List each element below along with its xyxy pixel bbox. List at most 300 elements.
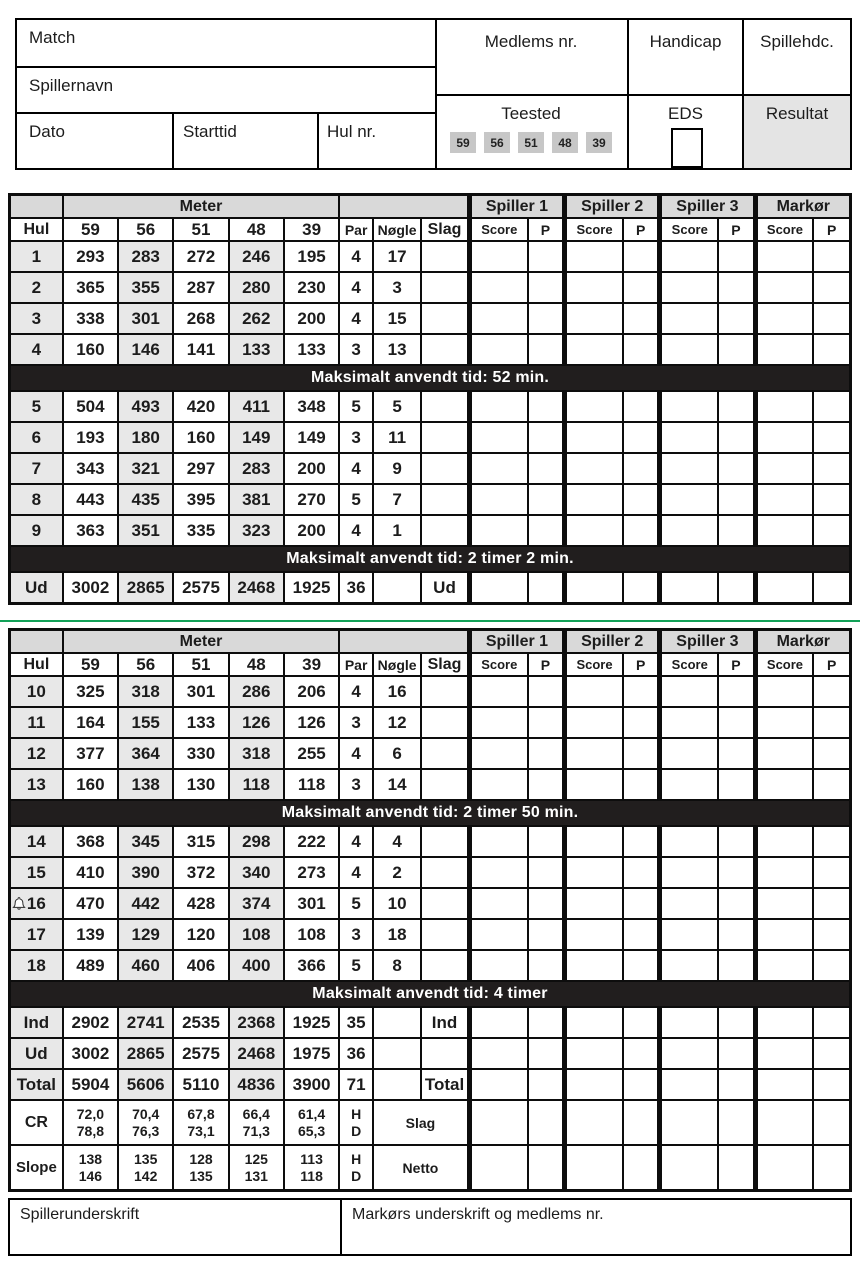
rating-score-label: Slag <box>373 1100 469 1145</box>
meter-total: 1925 <box>284 1007 339 1038</box>
hole-row <box>10 919 851 950</box>
meter-value: 442 <box>118 888 173 919</box>
hole-row <box>10 484 851 515</box>
meter-value: 372 <box>173 857 228 888</box>
tee-col-56: 56 <box>118 218 173 241</box>
player-signature-label: Spillerunderskrift <box>10 1200 342 1254</box>
key-value: 10 <box>373 888 421 919</box>
score-cell <box>469 1145 527 1191</box>
key-value: 3 <box>373 272 421 303</box>
points-cell <box>813 422 850 453</box>
slag-cell <box>421 888 469 919</box>
meter-value: 273 <box>284 857 339 888</box>
player3-header: Spiller 3 <box>660 630 755 654</box>
points-cell <box>718 515 755 546</box>
points-cell <box>718 950 755 981</box>
points-cell <box>528 769 565 800</box>
points-cell <box>528 1145 565 1191</box>
rating-label: Slope <box>10 1145 63 1191</box>
rating-value: 128 135 <box>173 1145 228 1191</box>
points-cell <box>718 1145 755 1191</box>
tee-col-48: 48 <box>229 218 284 241</box>
meter-value: 108 <box>229 919 284 950</box>
score-col-header: Score <box>755 653 813 676</box>
hole-number: 17 <box>10 919 63 950</box>
points-cell <box>813 1100 850 1145</box>
meter-value: 146 <box>118 334 173 365</box>
meter-value: 395 <box>173 484 228 515</box>
hole-number: 10 <box>10 676 63 707</box>
score-cell <box>565 422 623 453</box>
slag-cell <box>421 919 469 950</box>
meter-total: 2575 <box>173 572 228 604</box>
score-cell <box>660 453 718 484</box>
meter-value: 365 <box>63 272 118 303</box>
key-value: 15 <box>373 303 421 334</box>
score-cell <box>755 391 813 422</box>
score-cell <box>469 272 527 303</box>
rating-value: 70,4 76,3 <box>118 1100 173 1145</box>
score-cell <box>469 1007 527 1038</box>
score-cell <box>565 453 623 484</box>
rating-value: 67,8 73,1 <box>173 1100 228 1145</box>
points-cell <box>813 950 850 981</box>
meter-value: 195 <box>284 241 339 272</box>
meter-value: 301 <box>284 888 339 919</box>
meter-value: 206 <box>284 676 339 707</box>
max-time-text: Maksimalt anvendt tid: 2 timer 50 min. <box>10 800 851 826</box>
marker-header: Markør <box>755 630 850 654</box>
score-cell <box>469 707 527 738</box>
eds-checkbox <box>671 128 703 168</box>
score-cell <box>469 1069 527 1100</box>
score-cell <box>660 241 718 272</box>
points-cell <box>718 303 755 334</box>
par-value: 3 <box>339 919 373 950</box>
score-col-header: Score <box>565 218 623 241</box>
key-value: 12 <box>373 707 421 738</box>
meter-value: 160 <box>173 422 228 453</box>
key-value: 5 <box>373 391 421 422</box>
bell-icon-wrap <box>12 896 26 916</box>
hole-number: 13 <box>10 769 63 800</box>
score-col-header: Score <box>755 218 813 241</box>
meter-value: 363 <box>63 515 118 546</box>
key-value: 8 <box>373 950 421 981</box>
points-cell <box>623 241 660 272</box>
meter-total: 1975 <box>284 1038 339 1069</box>
meter-value: 160 <box>63 769 118 800</box>
max-time-bar <box>10 546 851 572</box>
hole-row <box>10 676 851 707</box>
score-cell <box>660 515 718 546</box>
points-cell <box>623 857 660 888</box>
slag-col-header: Slag <box>421 653 469 676</box>
player-name-label: Spillernavn <box>29 76 114 95</box>
slag-cell <box>421 484 469 515</box>
points-cell <box>623 1145 660 1191</box>
meter-value: 338 <box>63 303 118 334</box>
rating-label: CR <box>10 1100 63 1145</box>
key-value: 2 <box>373 857 421 888</box>
score-col-header: Score <box>469 218 527 241</box>
score-cell <box>660 1007 718 1038</box>
score-cell <box>469 422 527 453</box>
p-col-header: P <box>813 218 850 241</box>
score-cell <box>755 888 813 919</box>
spacer-header <box>339 630 469 654</box>
score-cell <box>755 484 813 515</box>
points-cell <box>528 888 565 919</box>
hole-number: 14 <box>10 826 63 857</box>
hole-row <box>10 422 851 453</box>
meter-value: 268 <box>173 303 228 334</box>
points-cell <box>718 888 755 919</box>
hole-row <box>10 303 851 334</box>
score-cell <box>565 1007 623 1038</box>
points-cell <box>813 241 850 272</box>
points-cell <box>813 857 850 888</box>
total-label: Ud <box>10 1038 63 1069</box>
par-value: 4 <box>339 826 373 857</box>
par-value: 5 <box>339 391 373 422</box>
score-cell <box>755 303 813 334</box>
score-cell <box>469 453 527 484</box>
points-cell <box>623 738 660 769</box>
meter-value: 318 <box>118 676 173 707</box>
points-cell <box>528 484 565 515</box>
points-cell <box>623 453 660 484</box>
meter-value: 270 <box>284 484 339 515</box>
score-cell <box>755 707 813 738</box>
hole-number: 5 <box>10 391 63 422</box>
par-total: 71 <box>339 1069 373 1100</box>
score-cell <box>660 303 718 334</box>
meter-value: 366 <box>284 950 339 981</box>
par-value: 3 <box>339 769 373 800</box>
hole-no-label: Hul nr. <box>327 122 377 141</box>
meter-value: 343 <box>63 453 118 484</box>
score-cell <box>565 303 623 334</box>
meter-value: 246 <box>229 241 284 272</box>
points-cell <box>813 391 850 422</box>
meter-value: 283 <box>229 453 284 484</box>
par-value: 4 <box>339 857 373 888</box>
meter-total: 2575 <box>173 1038 228 1069</box>
meter-value: 262 <box>229 303 284 334</box>
teested-label: Teested <box>501 104 561 123</box>
tee-col-59: 59 <box>63 218 118 241</box>
points-cell <box>813 1069 850 1100</box>
score-cell <box>469 738 527 769</box>
score-cell <box>565 572 623 604</box>
key-value: 13 <box>373 334 421 365</box>
points-cell <box>813 1145 850 1191</box>
spacer-header <box>339 195 469 219</box>
score-cell <box>755 919 813 950</box>
meter-value: 301 <box>173 676 228 707</box>
tee-badge-56: 56 <box>484 132 510 153</box>
score-cell <box>565 888 623 919</box>
score-cell <box>755 515 813 546</box>
total-row-ud <box>10 1038 851 1069</box>
score-cell <box>660 738 718 769</box>
points-cell <box>813 1007 850 1038</box>
slag-cell <box>421 738 469 769</box>
meter-value: 330 <box>173 738 228 769</box>
meter-value: 377 <box>63 738 118 769</box>
points-cell <box>813 769 850 800</box>
points-cell <box>813 888 850 919</box>
par-col-header: Par <box>339 653 373 676</box>
score-col-header: Score <box>660 653 718 676</box>
points-cell <box>718 241 755 272</box>
meter-value: 255 <box>284 738 339 769</box>
rating-value: 72,0 78,8 <box>63 1100 118 1145</box>
points-cell <box>528 334 565 365</box>
marker-header: Markør <box>755 195 850 219</box>
meter-value: 489 <box>63 950 118 981</box>
tee-badge-51: 51 <box>518 132 544 153</box>
score-cell <box>660 857 718 888</box>
score-cell <box>565 241 623 272</box>
header-box <box>15 18 852 170</box>
par-value: 4 <box>339 738 373 769</box>
score-cell <box>469 303 527 334</box>
score-cell <box>755 1145 813 1191</box>
score-cell <box>565 334 623 365</box>
key-value: 18 <box>373 919 421 950</box>
points-cell <box>623 826 660 857</box>
signature-box <box>8 1198 852 1256</box>
par-value: 5 <box>339 888 373 919</box>
meter-value: 120 <box>173 919 228 950</box>
slag-label <box>421 1038 469 1069</box>
key-cell <box>373 1038 421 1069</box>
rating-value: 66,4 71,3 <box>229 1100 284 1145</box>
points-cell <box>718 391 755 422</box>
score-cell <box>469 334 527 365</box>
hole-row <box>10 707 851 738</box>
meter-total: 2741 <box>118 1007 173 1038</box>
max-time-bar <box>10 981 851 1007</box>
meter-total: 3002 <box>63 1038 118 1069</box>
points-cell <box>623 950 660 981</box>
score-cell <box>660 1069 718 1100</box>
meter-value: 355 <box>118 272 173 303</box>
rating-value: 135 142 <box>118 1145 173 1191</box>
meter-value: 315 <box>173 826 228 857</box>
hole-number: 16 <box>10 888 63 919</box>
slag-cell <box>421 303 469 334</box>
slag-cell <box>421 676 469 707</box>
points-cell <box>718 484 755 515</box>
hole-number: 6 <box>10 422 63 453</box>
meter-total: 3002 <box>63 572 118 604</box>
points-cell <box>623 707 660 738</box>
slag-cell <box>421 769 469 800</box>
meter-value: 381 <box>229 484 284 515</box>
score-cell <box>469 1100 527 1145</box>
meter-value: 493 <box>118 391 173 422</box>
meter-value: 287 <box>173 272 228 303</box>
meter-value: 411 <box>229 391 284 422</box>
key-value: 14 <box>373 769 421 800</box>
points-cell <box>813 919 850 950</box>
points-cell <box>718 334 755 365</box>
score-cell <box>660 707 718 738</box>
meter-value: 108 <box>284 919 339 950</box>
meter-total: 2865 <box>118 1038 173 1069</box>
score-cell <box>660 950 718 981</box>
tee-col-51: 51 <box>173 653 228 676</box>
hole-number: 15 <box>10 857 63 888</box>
meter-value: 325 <box>63 676 118 707</box>
score-cell <box>469 391 527 422</box>
points-cell <box>623 888 660 919</box>
par-total: 36 <box>339 1038 373 1069</box>
score-cell <box>755 857 813 888</box>
gender-cell: H D <box>339 1100 373 1145</box>
par-value: 4 <box>339 272 373 303</box>
points-cell <box>813 515 850 546</box>
points-cell <box>528 1007 565 1038</box>
points-cell <box>528 707 565 738</box>
score-cell <box>565 950 623 981</box>
score-cell <box>755 1038 813 1069</box>
points-cell <box>528 676 565 707</box>
hole-col-header: Hul <box>10 653 63 676</box>
meter-total: 2468 <box>229 1038 284 1069</box>
points-cell <box>718 572 755 604</box>
meter-header: Meter <box>63 630 339 654</box>
hole-row <box>10 888 851 919</box>
meter-value: 126 <box>229 707 284 738</box>
total-row-ind <box>10 1007 851 1038</box>
points-cell <box>528 1038 565 1069</box>
tee-col-48: 48 <box>229 653 284 676</box>
slag-cell <box>421 241 469 272</box>
score-cell <box>755 1069 813 1100</box>
slag-label: Ind <box>421 1007 469 1038</box>
max-time-text: Maksimalt anvendt tid: 4 timer <box>10 981 851 1007</box>
points-cell <box>623 919 660 950</box>
points-cell <box>718 738 755 769</box>
par-value: 4 <box>339 241 373 272</box>
meter-value: 283 <box>118 241 173 272</box>
meter-value: 164 <box>63 707 118 738</box>
points-cell <box>813 676 850 707</box>
points-cell <box>528 422 565 453</box>
score-cell <box>755 950 813 981</box>
meter-value: 180 <box>118 422 173 453</box>
key-cell <box>373 1069 421 1100</box>
meter-value: 222 <box>284 826 339 857</box>
meter-value: 400 <box>229 950 284 981</box>
points-cell <box>528 919 565 950</box>
points-cell <box>528 272 565 303</box>
score-cell <box>565 676 623 707</box>
score-cell <box>565 826 623 857</box>
score-cell <box>755 826 813 857</box>
points-cell <box>718 826 755 857</box>
score-cell <box>565 1069 623 1100</box>
points-cell <box>528 738 565 769</box>
points-cell <box>813 334 850 365</box>
divider <box>317 112 319 168</box>
meter-value: 133 <box>284 334 339 365</box>
meter-total: 2468 <box>229 572 284 604</box>
meter-value: 286 <box>229 676 284 707</box>
player2-header: Spiller 2 <box>565 630 660 654</box>
divider <box>172 112 174 168</box>
hole-number: 18 <box>10 950 63 981</box>
meter-value: 133 <box>173 707 228 738</box>
score-cell <box>565 1038 623 1069</box>
meter-value: 118 <box>229 769 284 800</box>
score-cell <box>565 272 623 303</box>
slag-cell <box>421 950 469 981</box>
points-cell <box>623 484 660 515</box>
tee-col-56: 56 <box>118 653 173 676</box>
total-label: Ud <box>10 572 63 604</box>
meter-value: 420 <box>173 391 228 422</box>
rating-value: 125 131 <box>229 1145 284 1191</box>
total-label: Ind <box>10 1007 63 1038</box>
handicap-label: Handicap <box>649 32 722 51</box>
meter-value: 230 <box>284 272 339 303</box>
points-cell <box>623 1100 660 1145</box>
slag-cell <box>421 707 469 738</box>
meter-value: 297 <box>173 453 228 484</box>
gender-cell: H D <box>339 1145 373 1191</box>
meter-value: 149 <box>284 422 339 453</box>
score-cell <box>755 738 813 769</box>
score-cell <box>660 422 718 453</box>
tee-badge-39: 39 <box>586 132 612 153</box>
meter-total: 5606 <box>118 1069 173 1100</box>
slag-label: Ud <box>421 572 469 604</box>
points-cell <box>623 334 660 365</box>
key-value: 17 <box>373 241 421 272</box>
points-cell <box>718 1100 755 1145</box>
score-cell <box>469 241 527 272</box>
meter-value: 364 <box>118 738 173 769</box>
key-value: 11 <box>373 422 421 453</box>
meter-value: 351 <box>118 515 173 546</box>
score-cell <box>469 515 527 546</box>
score-cell <box>469 950 527 981</box>
score-cell <box>565 515 623 546</box>
points-cell <box>623 272 660 303</box>
score-cell <box>565 919 623 950</box>
meter-value: 470 <box>63 888 118 919</box>
hole-row <box>10 391 851 422</box>
meter-value: 160 <box>63 334 118 365</box>
par-value: 3 <box>339 422 373 453</box>
points-cell <box>813 1038 850 1069</box>
divider <box>17 66 435 68</box>
slag-cell <box>421 391 469 422</box>
score-cell <box>565 484 623 515</box>
corner-cell <box>10 630 63 654</box>
score-cell <box>755 572 813 604</box>
score-cell <box>755 1007 813 1038</box>
meter-value: 348 <box>284 391 339 422</box>
meter-value: 138 <box>118 769 173 800</box>
hole-row <box>10 769 851 800</box>
score-cell <box>469 676 527 707</box>
